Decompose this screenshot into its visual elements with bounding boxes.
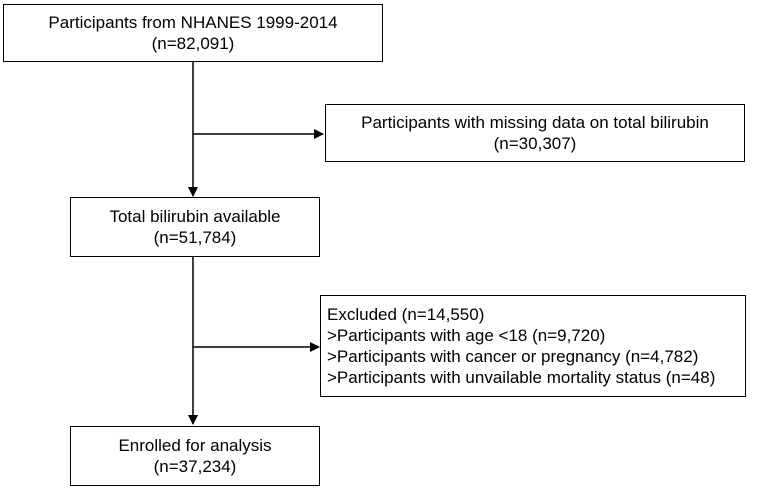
box-excluded: [320, 295, 746, 397]
box-enrolled-title: Enrolled for analysis: [118, 436, 272, 455]
box-enrolled: [70, 426, 320, 486]
box-excluded-header: Excluded (n=14,550): [327, 305, 485, 324]
box-start-title: Participants from NHANES 1999-2014: [48, 13, 338, 32]
box-excluded-item: >Participants with cancer or pregnancy (n=4,782): [327, 347, 699, 366]
box-start-count: (n=82,091): [151, 34, 235, 53]
box-enrolled-count: (n=37,234): [153, 457, 237, 476]
box-excluded-item: >Participants with unvailable mortality status (n=48): [327, 368, 716, 387]
box-missing-count: (n=30,307): [493, 134, 577, 153]
box-available: [70, 197, 320, 257]
box-available-count: (n=51,784): [153, 228, 237, 247]
box-excluded-item: >Participants with age <18 (n=9,720): [327, 326, 606, 345]
box-start: [3, 4, 383, 62]
box-available-title: Total bilirubin available: [109, 207, 281, 226]
box-missing-title: Participants with missing data on total bilirubin: [361, 113, 709, 132]
box-missing: [325, 104, 745, 162]
